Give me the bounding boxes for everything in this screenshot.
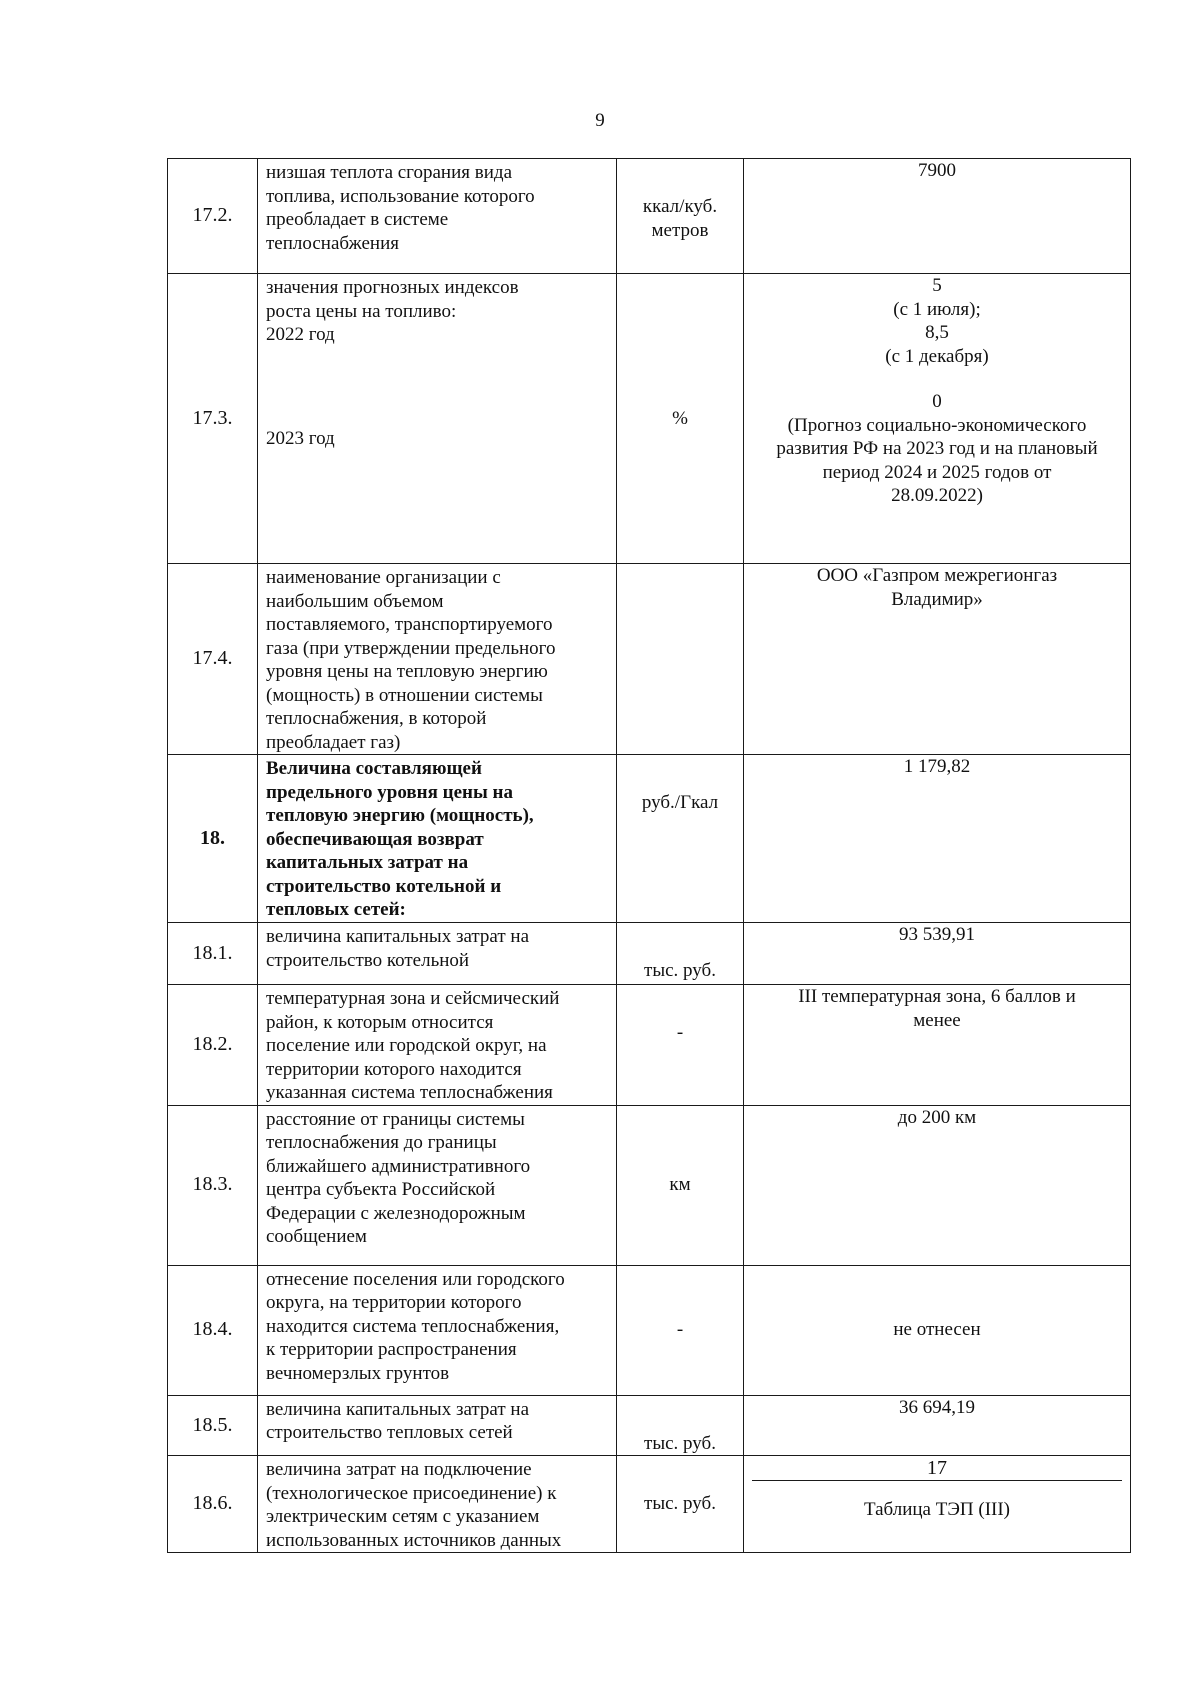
description-line: роста цены на топливо:	[266, 300, 457, 322]
description-line: Величина составляющей	[266, 758, 482, 779]
unit-line: км	[669, 1174, 691, 1196]
description-line: преобладает газ)	[266, 731, 401, 753]
row-value	[744, 985, 1131, 1106]
row-description	[258, 755, 617, 923]
value-bottom: Таблица ТЭП (III)	[863, 1499, 1011, 1520]
table-row	[168, 1265, 1131, 1395]
value-line: развития РФ на 2023 год и на плановый	[776, 438, 1098, 459]
unit-line: тыс. руб.	[644, 1493, 716, 1515]
unit-line: %	[672, 407, 688, 429]
value-line: Владимир»	[891, 588, 983, 610]
row-number: 18.2.	[168, 985, 258, 1106]
description-line: преобладает в системе	[266, 209, 449, 230]
row-description	[258, 985, 617, 1106]
value-top: 17	[752, 1456, 1122, 1481]
description-line: величина капитальных затрат на	[266, 1398, 530, 1420]
description-line: тепловую энергию (мощность),	[266, 805, 534, 826]
value-line: не отнесен	[893, 1319, 981, 1341]
description-line: наименование организации с	[266, 567, 501, 588]
value-line: 8,5	[925, 322, 949, 343]
description-line: (мощность) в отношении системы	[266, 684, 543, 706]
parameters-table	[167, 158, 1131, 1553]
row-value	[744, 564, 1131, 755]
value-line: менее	[913, 1009, 961, 1031]
row-value	[744, 159, 1131, 274]
row-number: 18.4.	[168, 1265, 258, 1395]
description-line: строительство котельной	[266, 949, 470, 971]
value-line: (с 1 декабря)	[885, 345, 989, 367]
description-line: теплоснабжения	[266, 232, 399, 254]
description-line: теплоснабжения, в которой	[266, 708, 487, 729]
row-description	[258, 1395, 617, 1456]
row-value	[744, 1105, 1131, 1265]
description-line: наибольшим объемом	[266, 590, 444, 612]
description-line: строительство тепловых сетей	[266, 1422, 513, 1443]
row-value	[744, 923, 1131, 985]
row-description	[258, 1265, 617, 1395]
row-description	[258, 564, 617, 755]
table-row	[168, 1395, 1131, 1456]
page-number: 9	[595, 110, 605, 131]
row-number: 18.	[168, 755, 258, 923]
table-row	[168, 923, 1131, 985]
row-unit	[617, 274, 744, 564]
row-number: 17.4.	[168, 564, 258, 755]
description-line: строительство котельной и	[266, 875, 502, 897]
description-line: поставляемого, транспортируемого	[266, 614, 553, 635]
description-line: величина затрат на подключение	[266, 1459, 532, 1480]
description-line: температурная зона и сейсмический	[266, 988, 560, 1009]
row-unit	[617, 564, 744, 755]
unit-line: метров	[651, 219, 709, 241]
value-line: ООО «Газпром межрегионгаз	[816, 565, 1058, 586]
description-line: электрическим сетям с указанием	[266, 1506, 540, 1527]
row-description	[258, 923, 617, 985]
description-line: уровня цены на тепловую энергию	[266, 661, 548, 682]
value-line: 36 694,19	[899, 1396, 975, 1418]
row-value	[744, 1395, 1131, 1456]
description-line: Федерации с железнодорожным	[266, 1202, 526, 1224]
unit-line: ккал/куб.	[642, 196, 718, 217]
description-line: центра субъекта Российской	[266, 1179, 496, 1200]
value-line: 28.09.2022)	[891, 485, 983, 506]
value-line: период 2024 и 2025 годов от	[822, 461, 1052, 483]
row-number: 17.2.	[168, 159, 258, 274]
value-line: 0	[932, 391, 942, 412]
row-value	[744, 274, 1131, 564]
value-line: III температурная зона, 6 баллов и	[798, 986, 1076, 1007]
row-value	[744, 1456, 1131, 1553]
description-line: теплоснабжения до границы	[266, 1132, 497, 1153]
row-unit	[617, 1265, 744, 1395]
description-line: отнесение поселения или городского	[266, 1268, 565, 1290]
row-unit	[617, 755, 744, 923]
description-line: поселение или городской округ, на	[266, 1035, 547, 1056]
row-value	[744, 1265, 1131, 1395]
unit-line: -	[676, 1022, 684, 1043]
unit-line: тыс. руб.	[644, 960, 716, 981]
row-number: 18.3.	[168, 1105, 258, 1265]
unit-line: руб./Гкал	[641, 792, 719, 813]
row-unit	[617, 1456, 744, 1553]
year-label: 2023 год	[266, 427, 335, 449]
row-unit	[617, 985, 744, 1106]
row-description	[258, 274, 617, 564]
description-line: газа (при утверждении предельного	[266, 637, 556, 659]
description-line: тепловых сетей:	[266, 899, 406, 920]
value-line: 5	[932, 275, 942, 296]
description-line: находится система теплоснабжения,	[266, 1315, 560, 1337]
value-line: (с 1 июля);	[893, 298, 981, 320]
table-row	[168, 755, 1131, 923]
row-number: 18.6.	[168, 1456, 258, 1553]
row-description	[258, 159, 617, 274]
description-line: топлива, использование которого	[266, 185, 535, 207]
value-line: (Прогноз социально-экономического	[787, 414, 1087, 436]
row-description	[258, 1456, 617, 1553]
description-line: величина капитальных затрат на	[266, 926, 530, 947]
table-row	[168, 985, 1131, 1106]
row-unit	[617, 1105, 744, 1265]
description-line: вечномерзлых грунтов	[266, 1362, 450, 1384]
description-line: низшая теплота сгорания вида	[266, 162, 512, 183]
value-line: 7900	[918, 160, 956, 181]
table-row	[168, 274, 1131, 564]
description-line: территории которого находится	[266, 1058, 522, 1080]
description-line: предельного уровня цены на	[266, 781, 513, 803]
description-line: к территории распространения	[266, 1339, 517, 1360]
description-line: капитальных затрат на	[266, 852, 469, 873]
description-line: использованных источников данных	[266, 1529, 562, 1551]
table-row	[168, 159, 1131, 274]
description-line: (технологическое присоединение) к	[266, 1482, 557, 1504]
row-description	[258, 1105, 617, 1265]
description-line: расстояние от границы системы	[266, 1108, 525, 1130]
row-number: 18.5.	[168, 1395, 258, 1456]
description-line: значения прогнозных индексов	[266, 277, 519, 298]
value-line: 1 179,82	[903, 756, 971, 777]
description-line: ближайшего административного	[266, 1155, 531, 1177]
year-label: 2022 год	[266, 324, 335, 345]
value-line: 93 539,91	[899, 924, 975, 945]
table-row	[168, 564, 1131, 755]
description-line: обеспечивающая возврат	[266, 828, 484, 850]
value-line: до 200 км	[897, 1106, 977, 1128]
row-value	[744, 755, 1131, 923]
row-unit	[617, 1395, 744, 1456]
description-line: район, к которым относится	[266, 1011, 494, 1033]
row-unit	[617, 923, 744, 985]
table-row	[168, 1456, 1131, 1553]
description-line: сообщением	[266, 1226, 367, 1247]
table-row	[168, 1105, 1131, 1265]
row-number: 18.1.	[168, 923, 258, 985]
row-unit	[617, 159, 744, 274]
unit-line: -	[676, 1319, 684, 1341]
unit-line: тыс. руб.	[644, 1432, 716, 1454]
row-number: 17.3.	[168, 274, 258, 564]
description-line: округа, на территории которого	[266, 1292, 522, 1313]
description-line: указанная система теплоснабжения	[266, 1082, 553, 1103]
